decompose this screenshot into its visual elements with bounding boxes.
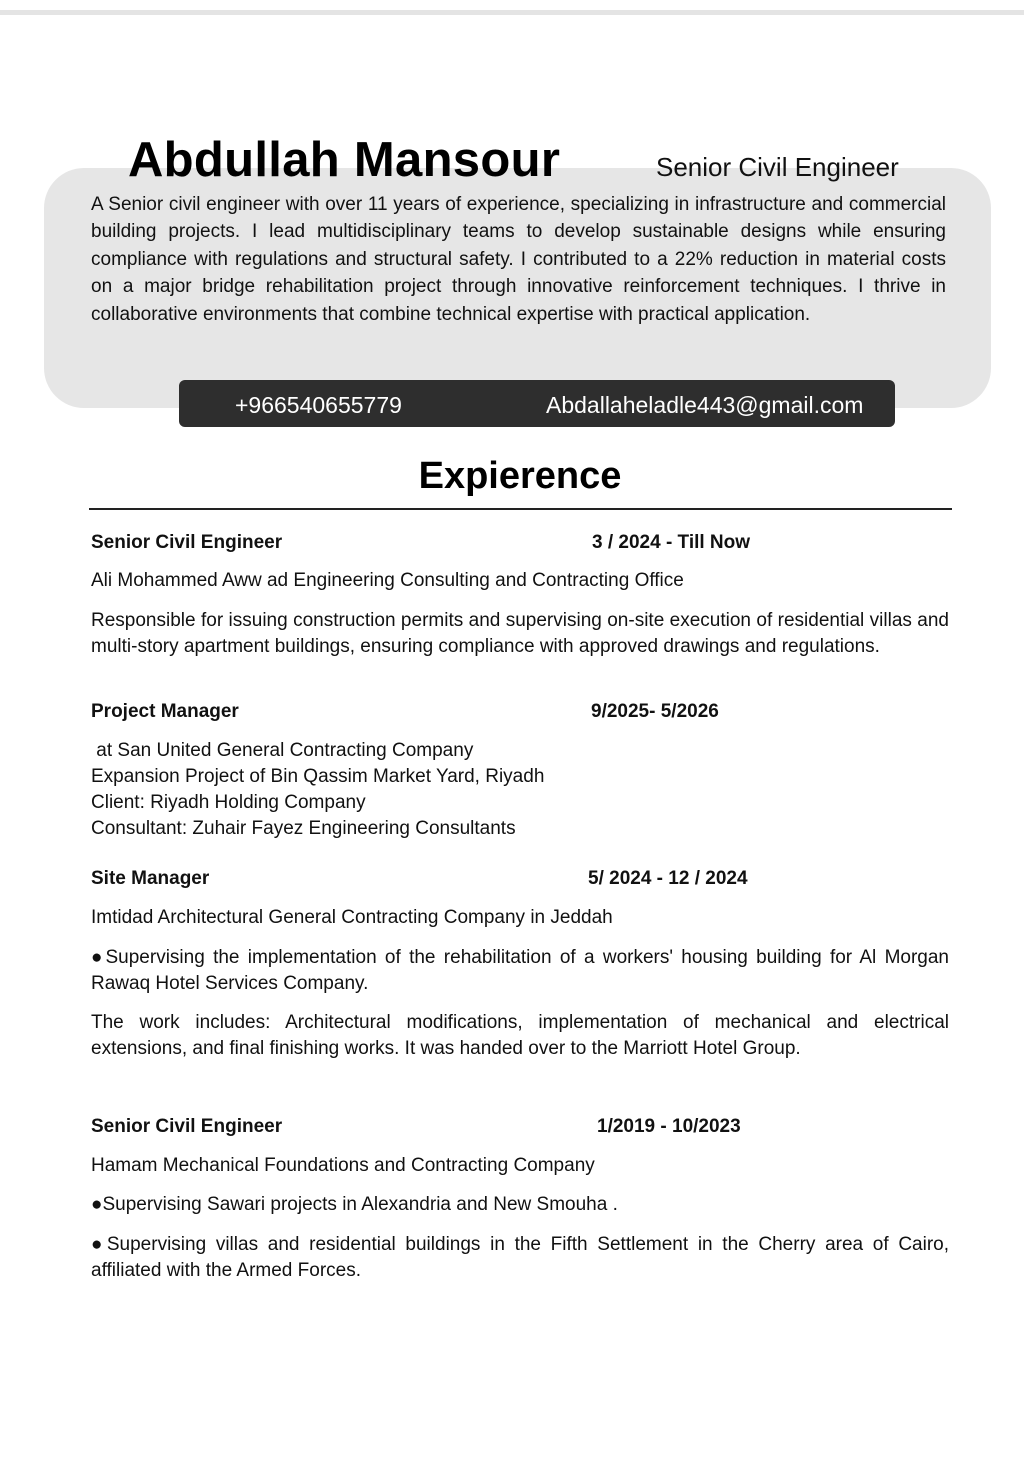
experience-heading: Expierence (418, 455, 622, 497)
job-1-dates: 3 / 2024 - Till Now (592, 532, 751, 553)
top-border (0, 10, 1024, 15)
job-2-employer: at San United General Contracting Company (91, 740, 474, 761)
candidate-name: Abdullah Mansour (128, 133, 561, 187)
contact-email: Abdallaheladle443@gmail.com (546, 392, 864, 418)
job-1-description: Responsible for issuing construction permits and supervising on-site execution of residential villas and multi-story apartment buildings, ensuring compliance with approved drawings and regulations. (91, 610, 949, 657)
job-3-bullet: ●Supervising the implementation of the rehabilitation of a workers' housing building for Al Morgan Rawaq Hotel Services Company. (91, 947, 949, 994)
job-3-dates: 5/ 2024 - 12 / 2024 (588, 868, 748, 889)
job-2-project: Expansion Project of Bin Qassim Market Yard, Riyadh (91, 766, 545, 787)
job-2-consultant: Consultant: Zuhair Fayez Engineering Consultants (91, 818, 516, 839)
job-3-company: Imtidad Architectural General Contracting Company in Jeddah (91, 907, 613, 928)
candidate-title: Senior Civil Engineer (656, 152, 899, 182)
job-4-dates: 1/2019 - 10/2023 (597, 1116, 741, 1137)
job-4-bullet-2: ●Supervising villas and residential buildings in the Fifth Settlement in the Cherry area of Cairo, affiliated with the Armed Forces. (91, 1234, 949, 1281)
job-4-bullet-1: ●Supervising Sawari projects in Alexandria and New Smouha . (91, 1194, 618, 1215)
job-2-role: Project Manager (91, 701, 239, 722)
job-1-company: Ali Mohammed Aww ad Engineering Consulting and Contracting Office (91, 570, 684, 591)
job-4-role: Senior Civil Engineer (91, 1116, 283, 1137)
job-2-client: Client: Riyadh Holding Company (91, 792, 366, 813)
profile-summary: A Senior civil engineer with over 11 years of experience, specializing in infrastructure and commercial building projects. I lead multidisciplinary teams to develop sustainable designs while ensuring compliance with regulations and structural safety. I contributed to a 22% reduction in material costs on a major bridge rehabilitation project through innovative reinforcement techniques. I thrive in collaborative environments that combine technical expertise with practical application. (91, 194, 946, 325)
job-1-role: Senior Civil Engineer (91, 532, 283, 553)
job-3-role: Site Manager (91, 868, 210, 889)
job-3-description: The work includes: Architectural modifications, implementation of mechanical and electrical extensions, and final finishing works. It was handed over to the Marriott Hotel Group. (91, 1012, 949, 1059)
job-2-dates: 9/2025- 5/2026 (591, 701, 719, 722)
job-4-company: Hamam Mechanical Foundations and Contracting Company (91, 1155, 595, 1176)
contact-phone: +966540655779 (235, 392, 402, 418)
section-divider (89, 508, 952, 510)
